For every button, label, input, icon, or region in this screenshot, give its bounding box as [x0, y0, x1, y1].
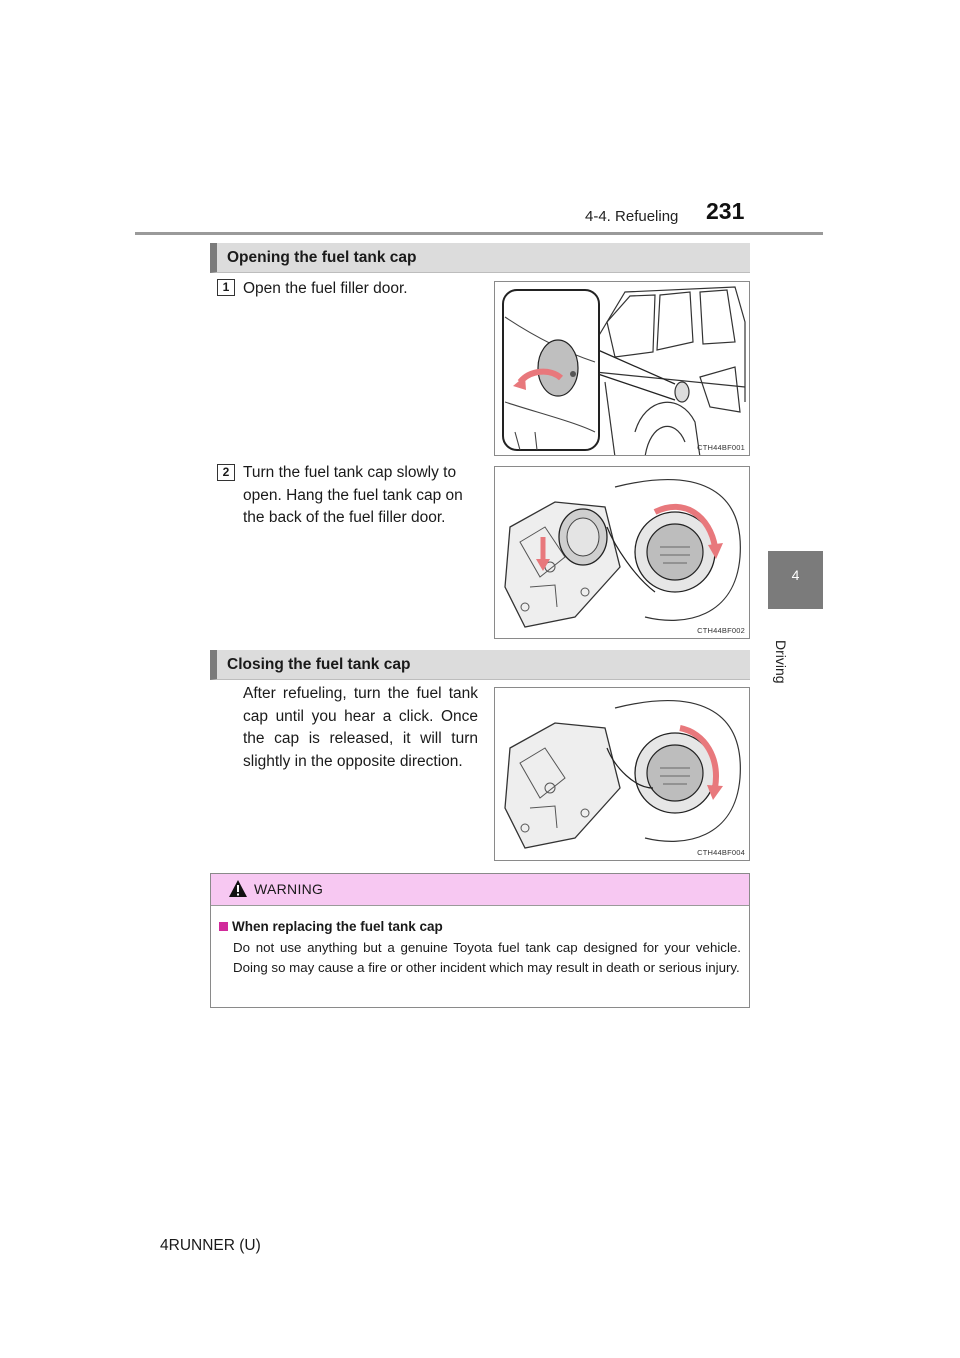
figure-close-fuel-cap [494, 687, 750, 861]
fuel-cap-close-illustration [495, 688, 750, 861]
step-1-text: Open the fuel filler door. [243, 280, 408, 297]
chapter-tab-number: 4 [791, 567, 800, 583]
figure-fuel-filler-door [494, 281, 750, 456]
figure-code-2: CTH44BF002 [697, 626, 745, 635]
step-2-text: Turn the fuel tank cap slowly to open. Hang the fuel tank cap on the back of the fuel filler door. [243, 464, 463, 526]
step-number-2: 2 [217, 464, 235, 481]
figure-code-1: CTH44BF001 [697, 443, 745, 452]
square-bullet-icon [219, 922, 228, 931]
warning-box [210, 873, 750, 1008]
page-number: 231 [706, 198, 745, 224]
step-number-1: 1 [217, 279, 235, 296]
running-header-section: 4-4. Refueling [585, 208, 679, 225]
section-heading-closing [210, 650, 750, 680]
warning-subtitle: When replacing the fuel tank cap [232, 919, 443, 934]
warning-title: WARNING [254, 881, 324, 897]
fuel-cap-open-illustration [495, 467, 750, 639]
header-rule [135, 232, 823, 235]
warning-triangle-icon [228, 879, 248, 898]
section-heading-opening [210, 243, 750, 273]
section-title: Closing the fuel tank cap [227, 656, 411, 673]
chapter-tab-label: Driving [773, 640, 789, 684]
section-title: Opening the fuel tank cap [227, 249, 417, 266]
closing-text: After refueling, turn the fuel tank cap until you hear a click. Once the cap is released, it will turn slightly in the opposite direction. [243, 685, 478, 770]
warning-subtitle-row [219, 919, 443, 934]
warning-header [211, 874, 749, 906]
warning-body: Do not use anything but a genuine Toyota fuel tank cap designed for your vehicle. Doing so may cause a fire or other incident which may result in death or serious injury. [233, 940, 741, 975]
figure-turn-fuel-cap [494, 466, 750, 639]
figure-code-3: CTH44BF004 [697, 848, 745, 857]
footer-model: 4RUNNER (U) [160, 1237, 261, 1254]
fuel-door-illustration [495, 282, 750, 456]
